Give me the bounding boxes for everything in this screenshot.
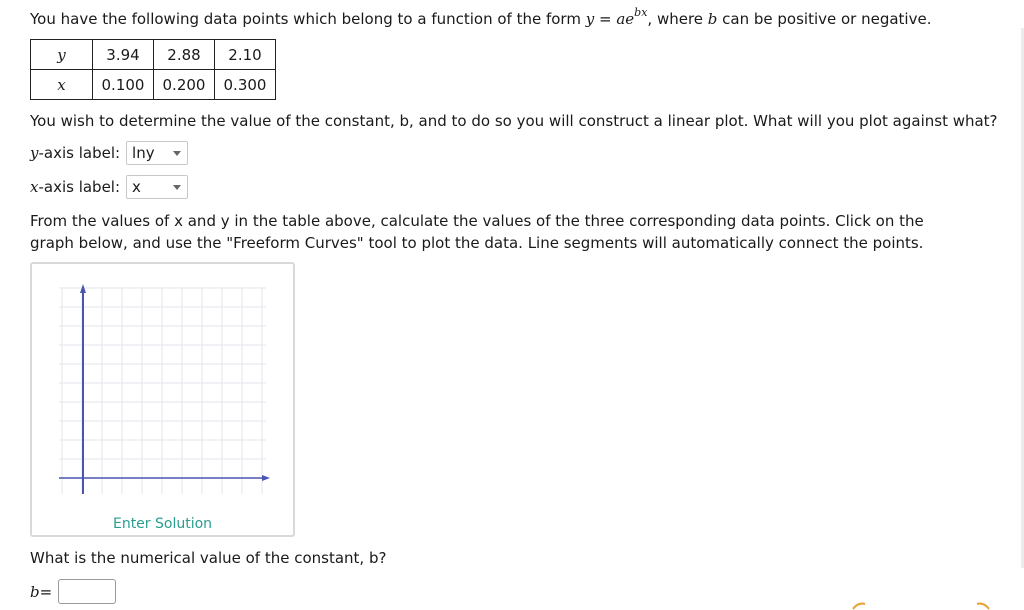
enter-solution-link[interactable]: Enter Solution — [112, 516, 213, 532]
question-linear-plot: You wish to determine the value of the constant, b, and to do so you will construct a linear plot. What will you plot against what? — [30, 112, 998, 130]
y-axis-select[interactable] — [126, 141, 188, 165]
decorative-curve-icon — [852, 602, 866, 610]
chevron-down-icon — [173, 185, 181, 190]
question-intro-suffix: can be positive or negative. — [717, 10, 932, 28]
table-row-y — [31, 40, 276, 70]
formula-y: y — [585, 10, 595, 28]
x-axis-selected-value: x — [132, 178, 141, 196]
question-constant-b: What is the numerical value of the constant, b? — [30, 549, 387, 567]
b-answer-var: b — [30, 582, 40, 601]
b-variable: b — [707, 10, 718, 28]
x-axis-label-text: -axis label: — [38, 178, 121, 196]
graph-grid — [59, 288, 266, 494]
y-axis-selected-value: lny — [132, 144, 155, 162]
y-value: 2.88 — [154, 40, 215, 70]
x-axis-var: x — [30, 178, 39, 196]
question-intro-middle: , where — [647, 10, 708, 28]
y-axis-label-row — [30, 141, 188, 165]
decorative-curve-icon — [976, 602, 990, 610]
x-value: 0.200 — [154, 70, 215, 100]
question-intro-text: You have the following data points which belong to a function of the form — [30, 10, 586, 28]
x-axis-select[interactable] — [126, 175, 188, 199]
x-axis-label-row — [30, 175, 188, 199]
y-axis-label-text: -axis label: — [38, 144, 121, 162]
x-header: x — [31, 70, 93, 100]
y-value: 3.94 — [93, 40, 154, 70]
formula-exponent: bx — [634, 6, 648, 19]
formula-a: a — [616, 10, 626, 28]
x-axis-arrow — [262, 475, 270, 481]
x-value: 0.100 — [93, 70, 154, 100]
formula-e: e — [625, 10, 635, 28]
data-table — [30, 39, 276, 100]
graph-canvas[interactable] — [32, 264, 297, 539]
question-plot-instructions: From the values of x and y in the table above, calculate the values of the three corresponding data points. Click on the graph below, and use the "Freeform Curves" tool to plot the data. Line segments will automatically connect the points. — [30, 212, 924, 252]
y-header: y — [31, 40, 93, 70]
b-answer-row — [30, 579, 116, 604]
question-intro — [30, 8, 931, 28]
y-value: 2.10 — [215, 40, 276, 70]
formula-equals: = — [594, 10, 617, 28]
chevron-down-icon — [173, 151, 181, 156]
b-answer-equals: = — [39, 582, 53, 601]
b-answer-input[interactable] — [58, 579, 116, 604]
x-value: 0.300 — [215, 70, 276, 100]
y-axis-var: y — [30, 144, 39, 162]
table-row-x — [31, 70, 276, 100]
graph-widget[interactable] — [30, 262, 295, 537]
